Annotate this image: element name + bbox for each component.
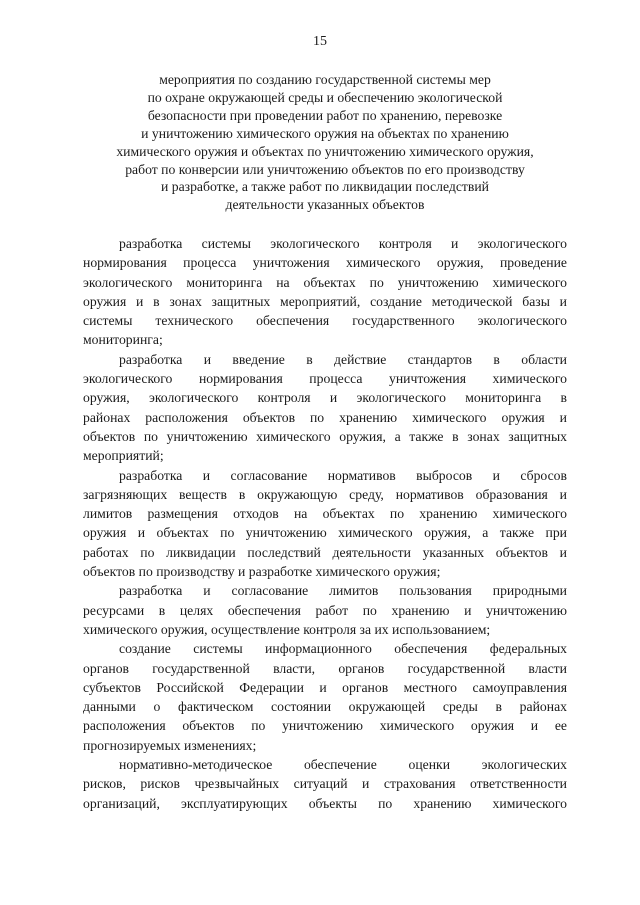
paragraph-line: химического оружия, осуществление контроля за их использованием; (83, 621, 491, 637)
paragraph-line: создание системы информационного обеспечения федеральных (119, 641, 567, 657)
body-text (83, 234, 567, 813)
paragraph-line: данными о фактическом состоянии окружающей среды в районах (83, 699, 567, 715)
heading-line: химического оружия и объектах по уничтожению химического оружия, (116, 143, 534, 159)
heading-line: по охране окружающей среды и обеспечению экологической (147, 89, 503, 105)
paragraph-line: разработка системы экологического контроля и экологического (119, 236, 567, 251)
paragraph-line: разработка и согласование нормативов выбросов и сбросов (119, 467, 567, 483)
paragraph-line: работах по ликвидации последствий деятельности указанных объектов и (83, 544, 567, 560)
paragraph-line: ресурсами в целях обеспечения работ по хранению и уничтожению (83, 602, 567, 618)
paragraph-line: объектов по производству и разработке химического оружия; (83, 564, 441, 580)
paragraph (83, 234, 567, 350)
paragraph-line: расположения объектов по уничтожению химического оружия и ее (83, 718, 567, 734)
paragraph-line: системы технического обеспечения государственного экологического (83, 313, 567, 329)
paragraph-line: экологического мониторинга на объектах по уничтожению химического (83, 274, 567, 290)
paragraph (83, 350, 567, 466)
heading-line: деятельности указанных объектов (225, 197, 425, 213)
page-number: 15 (313, 34, 327, 49)
paragraph-line: оружия и объектах по уничтожению химического оружия, а также при (83, 525, 567, 541)
heading-line: работ по конверсии или уничтожению объектов по его производству (125, 161, 525, 177)
paragraph (83, 581, 567, 639)
paragraph-line: прогнозируемых изменениях; (83, 737, 257, 753)
paragraph-line: мониторинга; (83, 332, 163, 348)
paragraph-line: организаций, эксплуатирующих объекты по хранению химического (83, 795, 567, 811)
paragraph-line: объектов по уничтожению химического оружия, а также в зонах защитных (83, 428, 567, 444)
paragraph (83, 639, 567, 755)
paragraph-line: лимитов размещения отходов на объектах по хранению химического (83, 506, 567, 522)
paragraph-line: нормативно-методическое обеспечение оценки экологических (119, 757, 567, 773)
paragraph (83, 466, 567, 582)
paragraph-line: рисков, рисков чрезвычайных ситуаций и страхования ответственности (83, 776, 567, 792)
paragraph-line: разработка и согласование лимитов пользования природными (119, 583, 567, 599)
paragraph-line: разработка и введение в действие стандартов в области (119, 351, 567, 367)
paragraph-line: нормирования процесса уничтожения химического оружия, проведение (83, 255, 567, 271)
heading-line: и уничтожению химического оружия на объектах по хранению (141, 125, 509, 141)
paragraph-line: загрязняющих веществ в окружающую среду, нормативов образования и (83, 486, 567, 502)
paragraph-line: мероприятий; (83, 448, 164, 464)
heading-line: мероприятия по созданию государственной системы мер (159, 72, 491, 87)
heading-line: безопасности при проведении работ по хранению, перевозке (147, 107, 503, 123)
paragraph-line: оружия, экологического контроля и экологического мониторинга в (83, 390, 567, 406)
paragraph-line: экологического нормирования процесса уничтожения химического (83, 371, 567, 387)
paragraph-line: оружия и в зонах защитных мероприятий, создание методической базы и (83, 293, 567, 309)
paragraph (83, 755, 567, 813)
heading-line: и разработке, а также работ по ликвидации последствий (161, 179, 489, 195)
paragraph-line: субъектов Российской Федерации и органов местного самоуправления (83, 679, 567, 695)
paragraph-line: районах расположения объектов по хранению химического оружия и (83, 409, 567, 425)
section-heading (86, 71, 564, 214)
paragraph-line: органов государственной власти, органов государственной власти (83, 660, 567, 676)
